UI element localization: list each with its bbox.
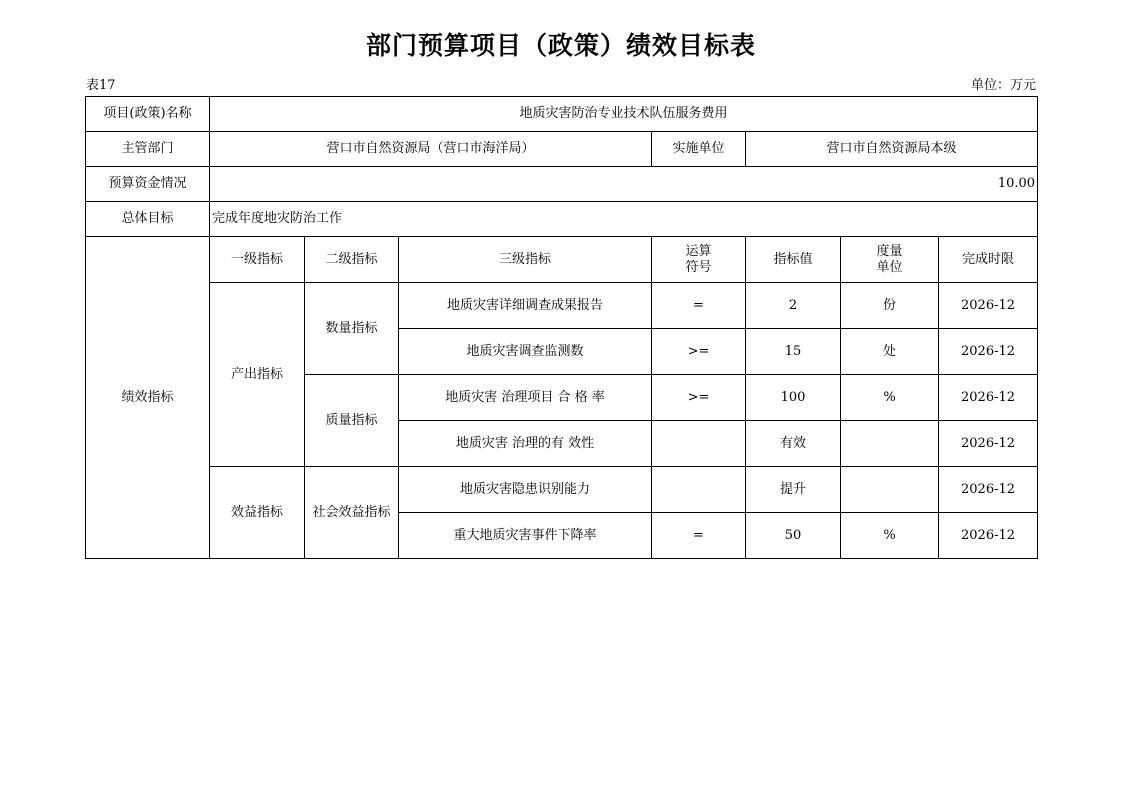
indicator-deadline: 2026-12 <box>939 513 1038 559</box>
budget-row <box>86 167 1038 202</box>
dept-row <box>86 132 1038 167</box>
group-social: 社会效益指标 <box>305 467 399 559</box>
goal-value: 完成年度地灾防治工作 <box>210 202 1038 237</box>
indicator-operator <box>652 467 746 513</box>
indicator-unit <box>841 421 939 467</box>
performance-target-table <box>85 96 1038 559</box>
goal-label: 总体目标 <box>86 202 210 237</box>
indicator-value: 15 <box>746 329 841 375</box>
unit-label: 单位：万元 <box>970 78 1036 93</box>
indicator-deadline: 2026-12 <box>939 283 1038 329</box>
indicator-unit: % <box>841 513 939 559</box>
table-number: 表17 <box>86 78 116 93</box>
indicator-name: 地质灾害 治理的有 效性 <box>399 421 652 467</box>
indicator-header-row <box>86 237 1038 283</box>
goal-row <box>86 202 1038 237</box>
header-operator-line2: 符号 <box>685 259 712 275</box>
group-quantity: 数量指标 <box>305 283 399 375</box>
indicator-unit: 处 <box>841 329 939 375</box>
header-unit-line1: 度量 <box>876 243 903 259</box>
indicator-deadline: 2026-12 <box>939 421 1038 467</box>
indicator-name: 地质灾害 治理项目 合 格 率 <box>399 375 652 421</box>
indicator-deadline: 2026-12 <box>939 467 1038 513</box>
project-name-row <box>86 97 1038 132</box>
indicator-name: 地质灾害隐患识别能力 <box>399 467 652 513</box>
indicator-deadline: 2026-12 <box>939 375 1038 421</box>
indicator-operator: >= <box>652 375 746 421</box>
indicator-name: 地质灾害详细调查成果报告 <box>399 283 652 329</box>
indicator-operator: >= <box>652 329 746 375</box>
indicator-value: 100 <box>746 375 841 421</box>
indicator-value: 提升 <box>746 467 841 513</box>
indicator-value: 50 <box>746 513 841 559</box>
indicator-name: 重大地质灾害事件下降率 <box>399 513 652 559</box>
budget-value: 10.00 <box>210 167 1038 202</box>
header-unit-line2: 单位 <box>876 259 903 275</box>
table-row <box>86 467 1038 513</box>
indicator-unit: % <box>841 375 939 421</box>
header-operator <box>652 237 746 283</box>
indicator-unit <box>841 467 939 513</box>
dept-label: 主管部门 <box>86 132 210 167</box>
header-level3: 三级指标 <box>399 237 652 283</box>
impl-label: 实施单位 <box>652 132 746 167</box>
indicator-operator: = <box>652 513 746 559</box>
project-name-label: 项目(政策)名称 <box>86 97 210 132</box>
header-level1: 一级指标 <box>210 237 305 283</box>
header-unit <box>841 237 939 283</box>
indicator-value: 有效 <box>746 421 841 467</box>
header-deadline: 完成时限 <box>939 237 1038 283</box>
header-level2: 二级指标 <box>305 237 399 283</box>
table-row <box>86 283 1038 329</box>
group-output: 产出指标 <box>210 283 305 467</box>
indicator-value: 2 <box>746 283 841 329</box>
group-quality: 质量指标 <box>305 375 399 467</box>
header-value: 指标值 <box>746 237 841 283</box>
page-title: 部门预算项目（政策）绩效目标表 <box>365 31 756 60</box>
indicator-operator <box>652 421 746 467</box>
indicator-unit: 份 <box>841 283 939 329</box>
dept-value: 营口市自然资源局（营口市海洋局） <box>210 132 652 167</box>
impl-value: 营口市自然资源局本级 <box>746 132 1038 167</box>
perf-label: 绩效指标 <box>86 237 210 559</box>
indicator-name: 地质灾害调查监测数 <box>399 329 652 375</box>
indicator-operator: = <box>652 283 746 329</box>
indicator-deadline: 2026-12 <box>939 329 1038 375</box>
project-name-value: 地质灾害防治专业技术队伍服务费用 <box>210 97 1038 132</box>
header-operator-line1: 运算 <box>685 243 712 259</box>
budget-label: 预算资金情况 <box>86 167 210 202</box>
group-benefit: 效益指标 <box>210 467 305 559</box>
